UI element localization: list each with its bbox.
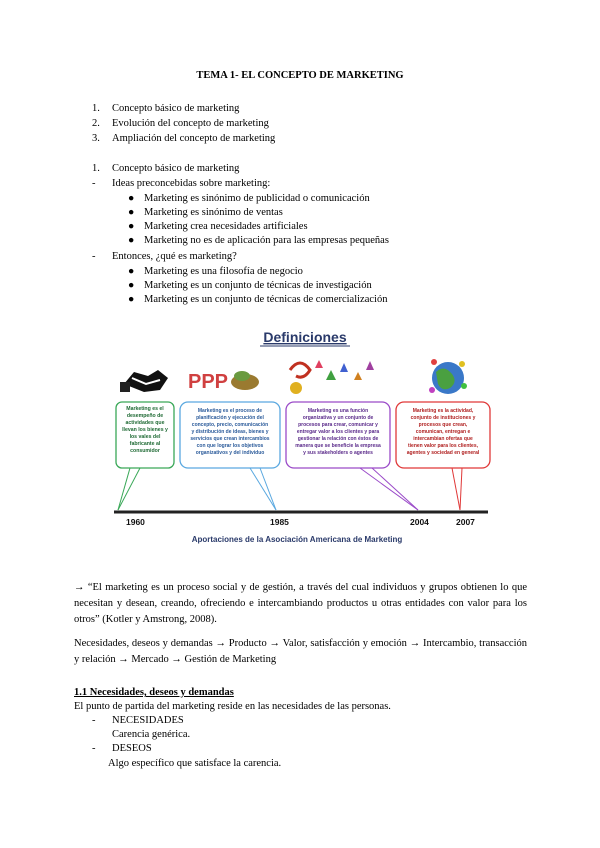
quote-paragraph: → “El marketing es un proceso social y de gestión, a través del cual individuos y grupos obtienen lo que necesitan y desean, creando, ofreciendo e intercambiando productos u otras entidades con valor para los otros” (Kotler y Amstrong, 2008). <box>74 582 527 625</box>
svg-text:procesos que crean,: procesos que crean, <box>418 422 468 428</box>
definitions-figure <box>110 320 495 552</box>
list-item: ● Marketing es una filosofía de negocio <box>128 266 303 277</box>
svg-text:tienen valor para los clientes: tienen valor para los clientes, <box>407 443 479 449</box>
svg-text:y sus stakeholders o agentes: y sus stakeholders o agentes <box>303 450 373 456</box>
page-title: TEMA 1- EL CONCEPTO DE MARKETING <box>196 70 404 81</box>
entonces-heading: - Entonces, ¿qué es marketing? <box>92 251 237 262</box>
index-item: 1. Concepto básico de marketing <box>92 103 240 114</box>
svg-text:concepto, precio, comunicación: concepto, precio, comunicación <box>191 422 269 428</box>
term-desc: Algo específico que satisface la carencia. <box>108 758 282 769</box>
svg-text:y distribución de ideas, biene: y distribución de ideas, bienes y <box>191 429 269 435</box>
list-item: ● Marketing es sinónimo de publicidad o comunicación <box>128 193 370 204</box>
svg-text:organizativos y del individuo: organizativos y del individuo <box>195 450 265 456</box>
svg-text:gestionar la relación con ésto: gestionar la relación con éstos de <box>297 436 379 442</box>
svg-text:con que lograr los objetivos: con que lograr los objetivos <box>196 443 264 449</box>
list-item: ● Marketing no es de aplicación para las empresas pequeñas <box>128 235 389 246</box>
svg-text:PPP: PPP <box>188 371 229 393</box>
handshake-icon <box>120 370 168 392</box>
index-item: 2. Evolución del concepto de marketing <box>92 118 269 129</box>
svg-text:manera que se beneficie la emp: manera que se beneficie la empresa <box>295 443 381 449</box>
year-label: 1960 <box>126 517 145 527</box>
ideas-heading: - Ideas preconcebidas sobre marketing: <box>92 178 271 189</box>
year-label: 2007 <box>456 517 475 527</box>
svg-text:agentes y sociedad en general: agentes y sociedad en general <box>406 450 480 456</box>
svg-text:desempeño de: desempeño de <box>126 413 164 419</box>
svg-text:los vales del: los vales del <box>129 434 161 440</box>
svg-text:fabricante al: fabricante al <box>129 441 161 447</box>
svg-text:llevan los bienes y: llevan los bienes y <box>122 427 168 433</box>
subsection-intro: El punto de partida del marketing reside en las necesidades de las personas. <box>74 701 391 712</box>
list-item: ● Marketing es sinónimo de ventas <box>128 207 283 218</box>
subsection-title: 1.1 Necesidades, deseos y demandas <box>74 687 234 698</box>
svg-text:consumidor: consumidor <box>130 448 160 454</box>
svg-text:Marketing es la actividad,: Marketing es la actividad, <box>412 408 474 414</box>
list-item: ● Marketing es un conjunto de técnicas de comercialización <box>128 294 388 305</box>
svg-text:comunican, entregan e: comunican, entregan e <box>415 429 471 435</box>
figure-caption: Aportaciones de la Asociación Americana de Marketing <box>191 535 403 544</box>
figure-title: Definiciones <box>263 329 347 345</box>
decorative-figures-icon <box>290 360 374 394</box>
svg-text:Marketing es el proceso de: Marketing es el proceso de <box>197 408 263 414</box>
section-heading: 1. Concepto básico de marketing <box>92 163 240 174</box>
list-item: ● Marketing crea necesidades artificiales <box>128 221 308 232</box>
term-item: - NECESIDADES <box>92 715 184 726</box>
chain-paragraph: Necesidades, deseos y demandas → Producto → Valor, satisfacción y emoción → Intercambio, transacción y relación → Mercado → Gestión de Marketing <box>74 638 527 665</box>
svg-text:entregar valor a los clientes: entregar valor a los clientes y para <box>296 429 380 435</box>
index-item: 3. Ampliación del concepto de marketing <box>92 133 276 144</box>
svg-text:servicios que crean intercambi: servicios que crean intercambios <box>190 436 270 442</box>
ppp-icon <box>188 371 259 393</box>
year-label: 1985 <box>270 517 289 527</box>
svg-text:planificación y ejecución del: planificación y ejecución del <box>196 415 264 421</box>
svg-text:conjunto de instituciones y: conjunto de instituciones y <box>410 415 476 421</box>
globe-icon <box>429 359 467 394</box>
list-item: ● Marketing es un conjunto de técnicas de investigación <box>128 280 372 291</box>
term-item: - DESEOS <box>92 743 152 754</box>
term-desc: Carencia genérica. <box>112 729 191 740</box>
svg-text:Marketing es el: Marketing es el <box>126 406 164 412</box>
svg-text:actividades que: actividades que <box>125 420 165 426</box>
year-label: 2004 <box>410 517 429 527</box>
svg-text:intercambian ofertas que: intercambian ofertas que <box>413 436 473 442</box>
svg-text:organizativa y un conjunto de: organizativa y un conjunto de <box>302 415 374 421</box>
svg-text:Marketing es una función: Marketing es una función <box>307 408 369 414</box>
svg-text:procesos para crear, comunicar: procesos para crear, comunicar y <box>298 422 378 428</box>
